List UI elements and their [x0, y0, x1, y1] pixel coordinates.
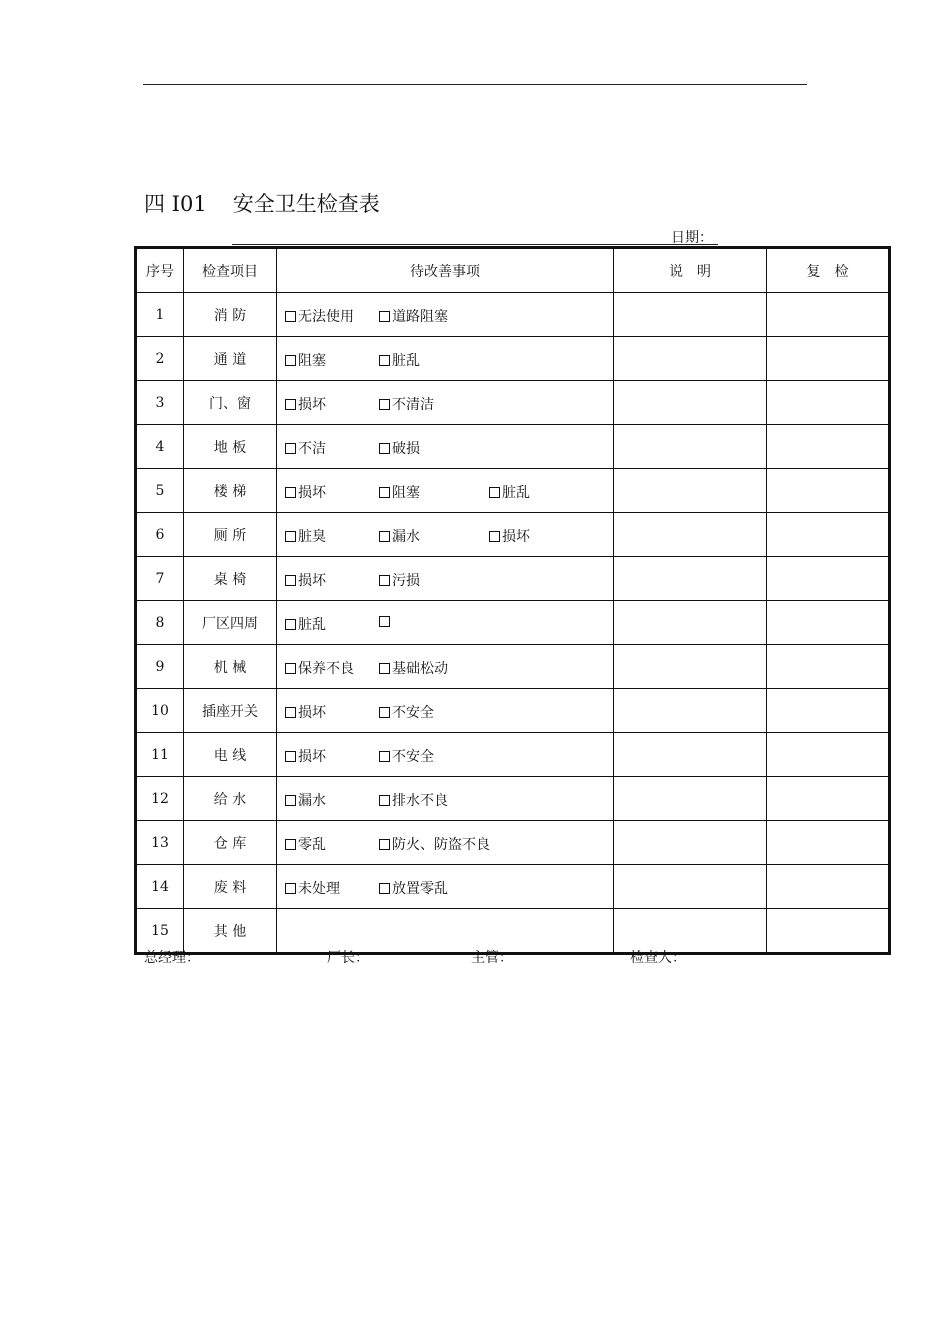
check-item: 电 线 — [184, 733, 277, 777]
checkbox-icon[interactable] — [285, 883, 296, 894]
issue-option-label: 基础松动 — [392, 660, 448, 677]
row-number: 5 — [136, 469, 184, 513]
table-body — [136, 293, 890, 954]
issue-option-label: 排水不良 — [392, 792, 448, 809]
table-row — [136, 645, 890, 689]
issue-option-label: 漏水 — [392, 528, 420, 545]
recheck-cell[interactable] — [767, 865, 890, 909]
issue-option[interactable] — [285, 658, 354, 678]
check-item: 楼 梯 — [184, 469, 277, 513]
issue-option[interactable] — [285, 614, 326, 634]
issues-cell — [277, 293, 614, 337]
checkbox-icon[interactable] — [285, 751, 296, 762]
issues-cell — [277, 557, 614, 601]
checkbox-icon[interactable] — [379, 795, 390, 806]
issue-option-label: 未处理 — [298, 880, 340, 897]
checkbox-icon[interactable] — [379, 663, 390, 674]
checkbox-icon[interactable] — [489, 531, 500, 542]
issue-option[interactable] — [285, 702, 326, 722]
row-number: 6 — [136, 513, 184, 557]
row-number: 7 — [136, 557, 184, 601]
row-number: 12 — [136, 777, 184, 821]
issue-option-label: 保养不良 — [298, 660, 354, 677]
header-rule — [143, 84, 807, 85]
note-cell[interactable] — [614, 865, 767, 909]
issues-cell — [277, 821, 614, 865]
issues-cell — [277, 337, 614, 381]
issue-option[interactable] — [285, 834, 326, 854]
recheck-cell[interactable] — [767, 777, 890, 821]
check-item: 消 防 — [184, 293, 277, 337]
issue-option-label: 不清洁 — [392, 396, 434, 413]
col-header-issues: 待改善事项 — [277, 248, 614, 293]
check-item: 机 械 — [184, 645, 277, 689]
date-label: 日期： — [671, 230, 713, 246]
issue-option[interactable] — [379, 878, 448, 898]
issue-option-label: 脏乱 — [298, 616, 326, 633]
issues-cell — [277, 381, 614, 425]
page-title — [144, 188, 380, 218]
issue-option-label: 放置零乱 — [392, 880, 448, 897]
checkbox-icon[interactable] — [379, 883, 390, 894]
row-number: 4 — [136, 425, 184, 469]
issue-option-label: 脏乱 — [392, 352, 420, 369]
check-item: 通 道 — [184, 337, 277, 381]
issue-option-label: 不安全 — [392, 748, 434, 765]
note-cell[interactable] — [614, 777, 767, 821]
col-header-note: 说 明 — [614, 248, 767, 293]
check-item: 给 水 — [184, 777, 277, 821]
table-row — [136, 425, 890, 469]
footer-supervisor-label: 主管： — [471, 950, 513, 966]
date-underline — [232, 244, 718, 245]
issue-option-label: 损坏 — [298, 484, 326, 501]
checkbox-icon[interactable] — [285, 839, 296, 850]
issue-option-label: 污损 — [392, 572, 420, 589]
note-cell[interactable] — [614, 601, 767, 645]
checkbox-icon[interactable] — [285, 663, 296, 674]
check-item: 地 板 — [184, 425, 277, 469]
note-cell[interactable] — [614, 381, 767, 425]
note-cell[interactable] — [614, 645, 767, 689]
issues-cell — [277, 645, 614, 689]
check-item: 厕 所 — [184, 513, 277, 557]
issue-option-label: 防火、防盗不良 — [392, 836, 490, 853]
checkbox-icon[interactable] — [379, 487, 390, 498]
table-row — [136, 381, 890, 425]
recheck-cell[interactable] — [767, 601, 890, 645]
inspection-table — [134, 246, 891, 955]
note-cell[interactable] — [614, 293, 767, 337]
note-cell[interactable] — [614, 425, 767, 469]
issue-option-label: 不洁 — [298, 440, 326, 457]
issue-option[interactable] — [285, 482, 326, 502]
recheck-cell[interactable] — [767, 337, 890, 381]
form-code: 四 I01 — [144, 192, 207, 216]
check-item: 仓 库 — [184, 821, 277, 865]
issue-option[interactable] — [285, 790, 326, 810]
checkbox-icon[interactable] — [285, 355, 296, 366]
issue-option[interactable] — [379, 306, 448, 326]
note-cell[interactable] — [614, 557, 767, 601]
footer-gm-label: 总经理： — [144, 950, 200, 966]
checkbox-icon[interactable] — [379, 531, 390, 542]
checkbox-icon[interactable] — [379, 616, 390, 627]
row-number: 14 — [136, 865, 184, 909]
issue-option-label: 破损 — [392, 440, 420, 457]
issue-option-label: 漏水 — [298, 792, 326, 809]
issues-cell — [277, 601, 614, 645]
issues-cell — [277, 469, 614, 513]
checkbox-icon[interactable] — [379, 443, 390, 454]
footer-factory-head-label: 厂长： — [327, 950, 369, 966]
recheck-cell[interactable] — [767, 821, 890, 865]
recheck-cell[interactable] — [767, 733, 890, 777]
issue-option-label: 阻塞 — [298, 352, 326, 369]
issue-option-label: 脏臭 — [298, 528, 326, 545]
issue-option[interactable] — [379, 350, 420, 370]
recheck-cell[interactable] — [767, 425, 890, 469]
issue-option-label: 损坏 — [298, 704, 326, 721]
checkbox-icon[interactable] — [285, 531, 296, 542]
col-header-no: 序号 — [136, 248, 184, 293]
checkbox-icon[interactable] — [285, 311, 296, 322]
checkbox-icon[interactable] — [379, 399, 390, 410]
row-number: 13 — [136, 821, 184, 865]
check-item: 插座开关 — [184, 689, 277, 733]
issue-option[interactable] — [285, 394, 326, 414]
issue-option[interactable] — [379, 570, 420, 590]
issues-cell — [277, 689, 614, 733]
recheck-cell[interactable] — [767, 513, 890, 557]
checkbox-icon[interactable] — [285, 795, 296, 806]
row-number: 15 — [136, 909, 184, 954]
recheck-cell[interactable] — [767, 645, 890, 689]
table-row — [136, 689, 890, 733]
table-row — [136, 293, 890, 337]
issue-option[interactable] — [379, 746, 434, 766]
issue-option-label: 道路阻塞 — [392, 308, 448, 325]
note-cell[interactable] — [614, 733, 767, 777]
table-row — [136, 557, 890, 601]
checkbox-icon[interactable] — [379, 751, 390, 762]
row-number: 2 — [136, 337, 184, 381]
check-item: 废 料 — [184, 865, 277, 909]
issue-option[interactable] — [379, 702, 434, 722]
issue-option[interactable] — [285, 878, 340, 898]
note-cell[interactable] — [614, 469, 767, 513]
issue-option[interactable] — [285, 438, 326, 458]
checkbox-icon[interactable] — [285, 487, 296, 498]
issue-option[interactable] — [285, 306, 354, 326]
col-header-item: 检查项目 — [184, 248, 277, 293]
issue-option[interactable] — [379, 658, 448, 678]
checkbox-icon[interactable] — [285, 707, 296, 718]
issue-option[interactable] — [379, 614, 392, 630]
recheck-cell[interactable] — [767, 469, 890, 513]
note-cell[interactable] — [614, 821, 767, 865]
checkbox-icon[interactable] — [379, 707, 390, 718]
note-cell[interactable] — [614, 513, 767, 557]
recheck-cell[interactable] — [767, 557, 890, 601]
table-row — [136, 513, 890, 557]
note-cell[interactable] — [614, 689, 767, 733]
issue-option[interactable] — [489, 526, 530, 546]
issues-cell — [277, 425, 614, 469]
issues-cell — [277, 513, 614, 557]
check-item: 桌 椅 — [184, 557, 277, 601]
checkbox-icon[interactable] — [379, 839, 390, 850]
table-row — [136, 601, 890, 645]
recheck-cell[interactable] — [767, 689, 890, 733]
issue-option-label: 阻塞 — [392, 484, 420, 501]
issue-option[interactable] — [285, 570, 326, 590]
recheck-cell[interactable] — [767, 293, 890, 337]
issue-option[interactable] — [379, 438, 420, 458]
checkbox-icon[interactable] — [489, 487, 500, 498]
row-number: 11 — [136, 733, 184, 777]
table-row — [136, 777, 890, 821]
checkbox-icon[interactable] — [285, 399, 296, 410]
table-row — [136, 865, 890, 909]
issue-option-label: 无法使用 — [298, 308, 354, 325]
row-number: 3 — [136, 381, 184, 425]
issue-option[interactable] — [489, 482, 530, 502]
issue-option[interactable] — [379, 526, 420, 546]
table-row — [136, 337, 890, 381]
issue-option-label: 损坏 — [502, 528, 530, 545]
issues-cell — [277, 733, 614, 777]
form-title: 安全卫生检查表 — [232, 192, 380, 216]
checkbox-icon[interactable] — [285, 575, 296, 586]
issue-option[interactable] — [379, 482, 420, 502]
issue-option[interactable] — [379, 834, 490, 854]
issue-option[interactable] — [379, 394, 434, 414]
recheck-cell[interactable] — [767, 909, 890, 954]
issue-option-label: 不安全 — [392, 704, 434, 721]
note-cell[interactable] — [614, 337, 767, 381]
issue-option[interactable] — [285, 526, 326, 546]
check-item: 厂区四周 — [184, 601, 277, 645]
issue-option-label: 损坏 — [298, 748, 326, 765]
check-item: 其 他 — [184, 909, 277, 954]
issue-option[interactable] — [379, 790, 448, 810]
table-row — [136, 469, 890, 513]
issue-option[interactable] — [285, 746, 326, 766]
footer-inspector-label: 检查人： — [630, 950, 686, 966]
checkbox-icon[interactable] — [379, 311, 390, 322]
checkbox-icon[interactable] — [379, 355, 390, 366]
row-number: 9 — [136, 645, 184, 689]
issue-option-label: 损坏 — [298, 572, 326, 589]
col-header-recheck: 复 检 — [767, 248, 890, 293]
issues-cell — [277, 865, 614, 909]
recheck-cell[interactable] — [767, 381, 890, 425]
table-header-row — [136, 248, 890, 293]
issue-option-label: 脏乱 — [502, 484, 530, 501]
checkbox-icon[interactable] — [285, 619, 296, 630]
row-number: 10 — [136, 689, 184, 733]
table-row — [136, 821, 890, 865]
row-number: 1 — [136, 293, 184, 337]
issue-option[interactable] — [285, 350, 326, 370]
checkbox-icon[interactable] — [379, 575, 390, 586]
issue-option-label: 零乱 — [298, 836, 326, 853]
checkbox-icon[interactable] — [285, 443, 296, 454]
check-item: 门、窗 — [184, 381, 277, 425]
issue-option-label: 损坏 — [298, 396, 326, 413]
issues-cell — [277, 777, 614, 821]
row-number: 8 — [136, 601, 184, 645]
table-row — [136, 733, 890, 777]
